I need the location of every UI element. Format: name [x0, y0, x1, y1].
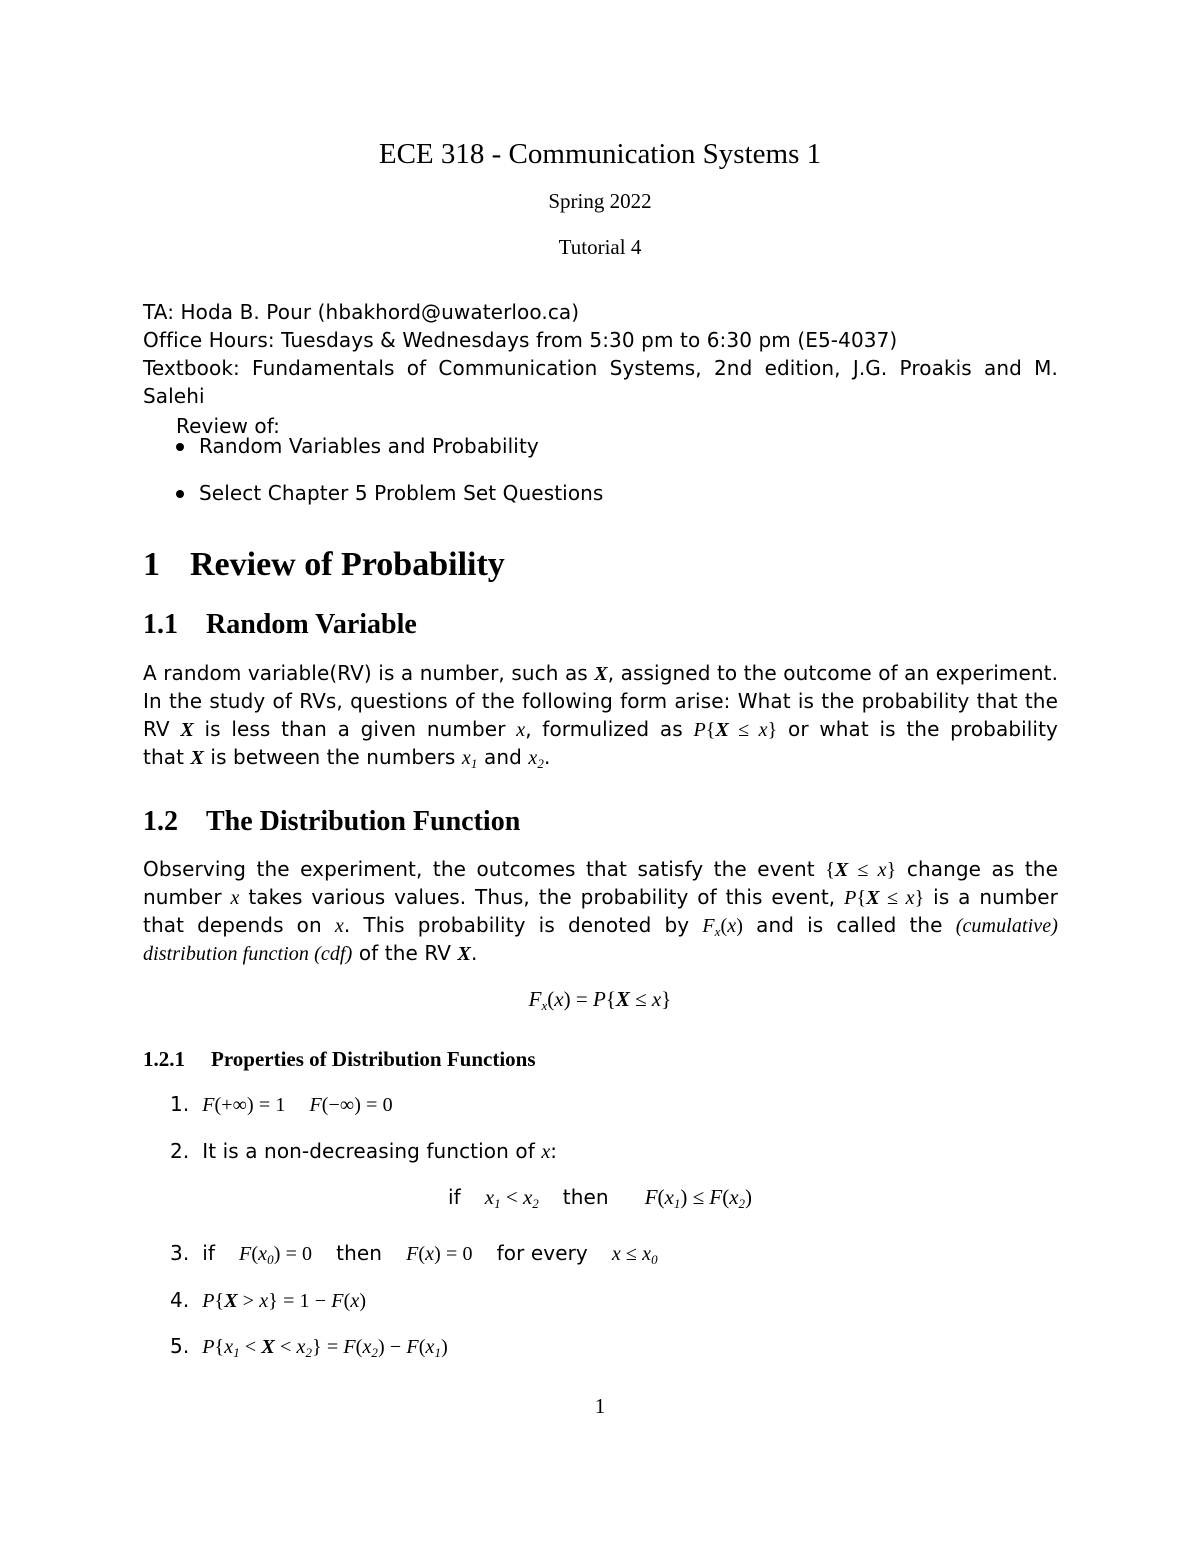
- paragraph-line: that X is between the numbers $x_1$ and $x_2$.: [143, 745, 551, 771]
- text: of the RV: [358, 941, 452, 965]
- property-item: 3. if $F(x_0) = 0$ then F(x) = 0 for every $x \le x_0$: [170, 1241, 658, 1267]
- ta-line: TA: Hoda B. Pour (hbakhord@uwaterloo.ca): [143, 300, 580, 324]
- bullet-icon: [176, 443, 184, 451]
- section-title: Properties of Distribution Functions: [211, 1047, 536, 1071]
- section-1-1-heading: [143, 609, 417, 641]
- paragraph-line: [143, 661, 1058, 686]
- math-var: x: [230, 887, 240, 909]
- section-1-heading: [143, 546, 505, 584]
- section-1-2-1-heading: [143, 1047, 536, 1072]
- text: , assigned to the outcome of an experiment.: [607, 661, 1059, 685]
- property-item: 1. F(+∞) = 1 F(−∞) = 0: [170, 1092, 393, 1116]
- math-var: X: [457, 943, 471, 965]
- math-var: X: [594, 663, 608, 685]
- review-item: Select Chapter 5 Problem Set Questions: [199, 481, 604, 505]
- section-number: 1.2.1: [143, 1047, 185, 1071]
- text: distribution function (cdf): [143, 943, 353, 965]
- document-title: ECE 318 - Communication Systems 1: [378, 138, 822, 170]
- textbook-line-2: Salehi: [143, 384, 205, 408]
- text: that: [143, 745, 185, 769]
- review-label: Review of:: [176, 414, 281, 438]
- text: is between the numbers: [210, 745, 456, 769]
- property-item: 5. $P\{x_1 < X < x_2\} = F(x_2) - F(x_1)$: [170, 1334, 448, 1360]
- text: takes various values. Thus, the probability of this event,: [248, 885, 836, 909]
- paragraph-line: number x takes various values. Thus, the probability of this event, P{X ≤ x} is a number: [143, 885, 1059, 909]
- text: Observing the experiment, the outcomes that satisfy the event: [143, 857, 815, 881]
- review-item: Random Variables and Probability: [199, 434, 539, 458]
- paragraph-line: Observing the experiment, the outcomes that satisfy the event {X ≤ x} change as the: [143, 857, 1058, 881]
- text: RV: [143, 717, 170, 741]
- paragraph-line: distribution function (cdf) of the RV X.: [143, 941, 478, 965]
- text: if: [447, 1185, 461, 1209]
- math-var: X: [180, 719, 194, 741]
- text: and is called the: [756, 913, 943, 937]
- text: (cumulative): [955, 915, 1058, 937]
- textbook-line-1: Textbook: Fundamentals of Communication Systems, 2nd edition, J.G. Proakis and M.: [143, 356, 1058, 380]
- text: change as the: [906, 857, 1058, 881]
- property-item: 4. P{X > x} = 1 − F(x): [170, 1288, 367, 1312]
- cdf-equation: $F_x(x) = P\{X \le x\}$: [528, 987, 672, 1013]
- math-var: X: [190, 747, 204, 769]
- text: then: [336, 1241, 383, 1265]
- text: is a number: [933, 885, 1059, 909]
- property-equation: if $x_1 < x_2$ then $F(x_1) \le F(x_2)$: [447, 1185, 753, 1211]
- property-item: 2. It is a non-decreasing function of x:: [170, 1139, 558, 1163]
- text: for every: [496, 1241, 588, 1265]
- text: is less than a given number: [204, 717, 506, 741]
- paragraph-line: In the study of RVs, questions of the following form arise: What is the probability that the: [143, 689, 1058, 713]
- bullet-icon: [176, 490, 184, 498]
- section-title: The Distribution Function: [206, 806, 521, 837]
- section-title: Review of Probability: [190, 546, 505, 583]
- paragraph-line: that depends on x. This probability is denoted by $F_x(x)$ and is called the (cumulative): [143, 913, 1058, 939]
- text: that depends on: [143, 913, 322, 937]
- document-term: Spring 2022: [548, 189, 652, 213]
- text: and: [483, 745, 522, 769]
- section-number: 1: [143, 546, 160, 583]
- text: , formulized as: [525, 717, 683, 741]
- text: if: [202, 1241, 216, 1265]
- text: It is a non-decreasing function of: [202, 1139, 535, 1163]
- text: or what is the probability: [788, 717, 1058, 741]
- math-expression: P: [693, 719, 706, 741]
- section-number: 1.2: [143, 806, 178, 837]
- text: number: [143, 885, 222, 909]
- document-tutorial: Tutorial 4: [558, 235, 642, 259]
- section-title: Random Variable: [206, 609, 417, 640]
- text: . This probability is denoted by: [343, 913, 690, 937]
- math-var: x: [334, 915, 344, 937]
- section-1-2-heading: [143, 806, 520, 838]
- paragraph-line: RV X is less than a given number x, formulized as P{X ≤ x} or what is the probability: [143, 717, 1058, 741]
- math-var: x: [516, 719, 526, 741]
- section-number: 1.1: [143, 609, 178, 640]
- page-number: 1: [594, 1394, 606, 1418]
- text: A random variable(RV) is a number, such as: [143, 661, 588, 685]
- office-hours-line: Office Hours: Tuesdays & Wednesdays from 5:30 pm to 6:30 pm (E5-4037): [143, 328, 898, 352]
- text: then: [562, 1185, 609, 1209]
